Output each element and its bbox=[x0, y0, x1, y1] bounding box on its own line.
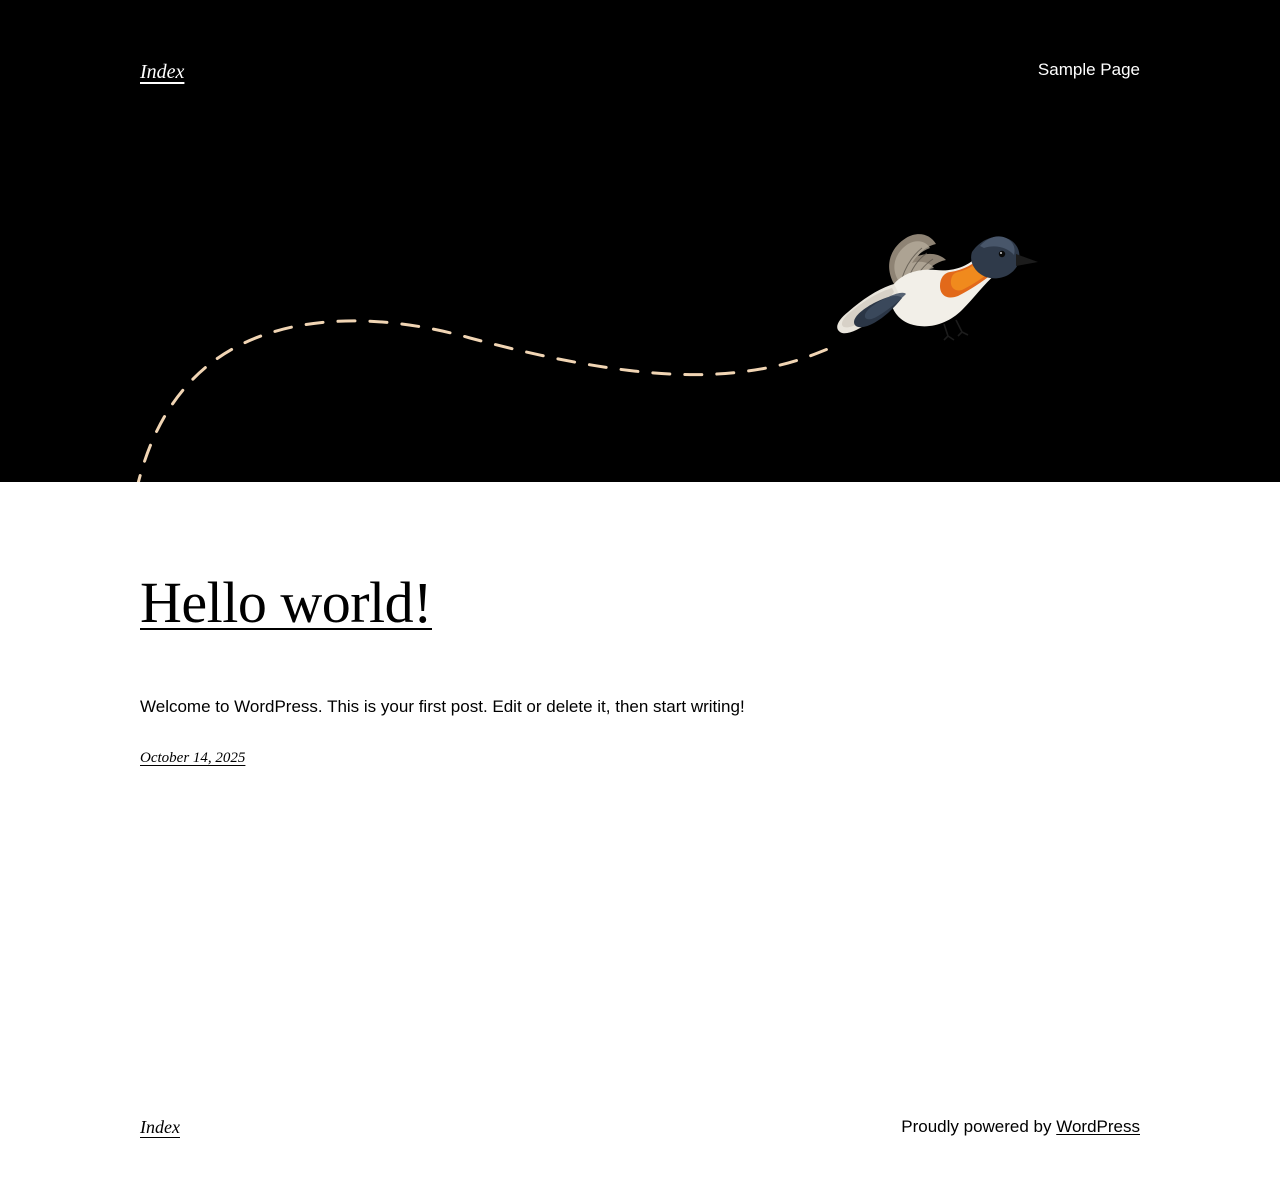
footer-credit bbox=[901, 1117, 1140, 1137]
site-title-link[interactable]: Index bbox=[140, 61, 185, 83]
post-hello-world bbox=[140, 482, 1140, 767]
wordpress-link[interactable]: WordPress bbox=[1056, 1117, 1140, 1136]
post-date-link[interactable]: October 14, 2025 bbox=[140, 749, 246, 766]
post-title-link[interactable]: Hello world! bbox=[140, 570, 432, 635]
footer-credit-prefix: Proudly powered by bbox=[901, 1117, 1057, 1136]
site-footer bbox=[0, 1057, 1280, 1197]
main-content bbox=[0, 482, 1280, 767]
post-date bbox=[140, 750, 1140, 767]
primary-menu bbox=[1038, 60, 1140, 80]
post-title bbox=[140, 570, 1140, 637]
nav-link-sample-page[interactable]: Sample Page bbox=[1037, 60, 1140, 79]
site-header bbox=[0, 0, 1280, 482]
post-excerpt: Welcome to WordPress. This is your first post. Edit or delete it, then start writing! bbox=[140, 696, 745, 716]
footer-site-title-link[interactable]: Index bbox=[140, 1116, 180, 1137]
site-navigation-bar bbox=[0, 0, 1280, 140]
